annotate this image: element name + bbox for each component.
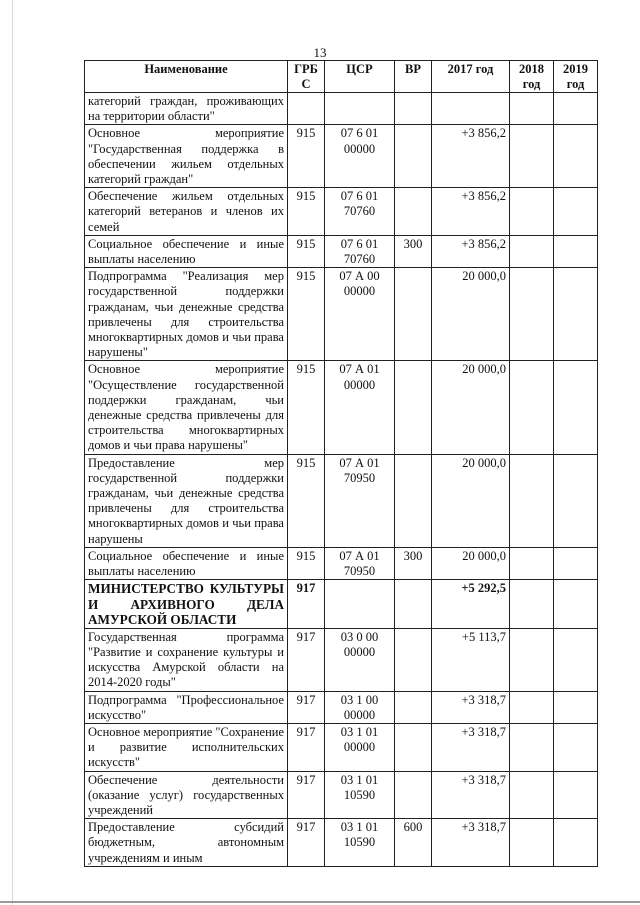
- cell-2017: 20 000,0: [432, 361, 510, 454]
- cell-csr: 07 А 00 00000: [325, 268, 395, 361]
- header-2017: 2017 год: [432, 61, 510, 93]
- cell-2018: [510, 361, 554, 454]
- cell-grbs: 915: [288, 235, 325, 267]
- cell-vr: [395, 125, 432, 188]
- cell-2019: [554, 547, 598, 579]
- table-body: [85, 93, 598, 867]
- header-grbs: ГРБ С: [288, 61, 325, 93]
- cell-vr: 300: [395, 547, 432, 579]
- cell-csr: 07 А 01 70950: [325, 454, 395, 547]
- table-row: [85, 268, 598, 361]
- cell-2018: [510, 188, 554, 236]
- cell-2018: [510, 691, 554, 723]
- cell-2019: [554, 268, 598, 361]
- cell-grbs: 915: [288, 361, 325, 454]
- cell-grbs: 915: [288, 188, 325, 236]
- cell-vr: 300: [395, 235, 432, 267]
- cell-2019: [554, 125, 598, 188]
- cell-name: Обеспечение деятельности (оказание услуг) государственных учреждений: [85, 771, 288, 819]
- cell-csr: 03 0 00 00000: [325, 628, 395, 691]
- cell-2017: +3 856,2: [432, 235, 510, 267]
- table-header-row: [85, 61, 598, 93]
- cell-name: Подпрограмма "Профессиональное искусство": [85, 691, 288, 723]
- cell-2019: [554, 771, 598, 819]
- cell-2017: +3 856,2: [432, 188, 510, 236]
- cell-vr: [395, 691, 432, 723]
- scan-edge-bottom: [0, 901, 640, 903]
- cell-2019: [554, 235, 598, 267]
- cell-2018: [510, 93, 554, 125]
- cell-name: Основное мероприятие "Сохранение и развитие исполнительских искусств": [85, 724, 288, 772]
- cell-2017: +5 113,7: [432, 628, 510, 691]
- cell-2017: +5 292,5: [432, 580, 510, 629]
- cell-name: МИНИСТЕРСТВО КУЛЬТУРЫ И АРХИВНОГО ДЕЛА АМУРСКОЙ ОБЛАСТИ: [85, 580, 288, 629]
- table-row: [85, 724, 598, 772]
- cell-name: Предоставление субсидий бюджетным, автономным учреждениям и иным: [85, 819, 288, 867]
- cell-2018: [510, 454, 554, 547]
- cell-vr: [395, 580, 432, 629]
- cell-grbs: 915: [288, 268, 325, 361]
- table-row: [85, 691, 598, 723]
- cell-2018: [510, 235, 554, 267]
- table-row: [85, 771, 598, 819]
- cell-csr: [325, 93, 395, 125]
- cell-name: Основное мероприятие "Государственная поддержка в обеспечении жильем отдельных категорий граждан": [85, 125, 288, 188]
- cell-grbs: 917: [288, 724, 325, 772]
- table-row: [85, 819, 598, 867]
- cell-2018: [510, 547, 554, 579]
- table-row: [85, 235, 598, 267]
- cell-vr: [395, 268, 432, 361]
- cell-2018: [510, 580, 554, 629]
- cell-grbs: 917: [288, 819, 325, 867]
- table-row: [85, 547, 598, 579]
- cell-name: Обеспечение жильем отдельных категорий ветеранов и членов их семей: [85, 188, 288, 236]
- cell-grbs: 917: [288, 691, 325, 723]
- cell-name: Предоставление мер государственной поддержки гражданам, чьи денежные средства привлечены для строительства многоквартирных домов и чьи права нарушены: [85, 454, 288, 547]
- cell-2018: [510, 268, 554, 361]
- cell-vr: [395, 771, 432, 819]
- header-csr: ЦСР: [325, 61, 395, 93]
- cell-2017: 20 000,0: [432, 268, 510, 361]
- header-name: Наименование: [85, 61, 288, 93]
- cell-vr: [395, 93, 432, 125]
- cell-2017: +3 856,2: [432, 125, 510, 188]
- cell-grbs: [288, 93, 325, 125]
- cell-2019: [554, 724, 598, 772]
- cell-2019: [554, 93, 598, 125]
- page-number: 13: [313, 45, 327, 60]
- cell-vr: [395, 361, 432, 454]
- cell-csr: 03 1 01 10590: [325, 819, 395, 867]
- cell-csr: 07 А 01 70950: [325, 547, 395, 579]
- cell-csr: 03 1 01 10590: [325, 771, 395, 819]
- cell-2019: [554, 188, 598, 236]
- cell-name: Государственная программа "Развитие и сохранение культуры и искусства Амурской области на 2014-2020 годы": [85, 628, 288, 691]
- cell-2018: [510, 819, 554, 867]
- cell-2017: +3 318,7: [432, 771, 510, 819]
- table-row: [85, 188, 598, 236]
- cell-grbs: 917: [288, 580, 325, 629]
- scan-edge-left: [12, 0, 13, 905]
- cell-2019: [554, 691, 598, 723]
- cell-csr: 03 1 00 00000: [325, 691, 395, 723]
- cell-2019: [554, 628, 598, 691]
- cell-2019: [554, 454, 598, 547]
- cell-csr: 07 А 01 00000: [325, 361, 395, 454]
- cell-2017: [432, 93, 510, 125]
- header-vr: ВР: [395, 61, 432, 93]
- cell-csr: 07 6 01 00000: [325, 125, 395, 188]
- cell-2019: [554, 819, 598, 867]
- cell-name: Основное мероприятие "Осуществление государственной поддержки гражданам, чьи денежные средства привлечены для строительства многоквартирных домов и чьи права нарушены": [85, 361, 288, 454]
- cell-2017: +3 318,7: [432, 691, 510, 723]
- cell-csr: 03 1 01 00000: [325, 724, 395, 772]
- table-row: [85, 361, 598, 454]
- cell-name: Социальное обеспечение и иные выплаты населению: [85, 547, 288, 579]
- cell-2018: [510, 628, 554, 691]
- cell-grbs: 915: [288, 454, 325, 547]
- cell-2019: [554, 580, 598, 629]
- cell-vr: [395, 188, 432, 236]
- header-2019: 2019 год: [554, 61, 598, 93]
- cell-2018: [510, 125, 554, 188]
- cell-2017: +3 318,7: [432, 724, 510, 772]
- table-row: [85, 93, 598, 125]
- cell-csr: [325, 580, 395, 629]
- cell-csr: 07 6 01 70760: [325, 188, 395, 236]
- cell-vr: [395, 628, 432, 691]
- cell-grbs: 917: [288, 628, 325, 691]
- cell-csr: 07 6 01 70760: [325, 235, 395, 267]
- cell-2017: +3 318,7: [432, 819, 510, 867]
- header-2018: 2018 год: [510, 61, 554, 93]
- cell-grbs: 917: [288, 771, 325, 819]
- cell-2018: [510, 724, 554, 772]
- table-row: [85, 580, 598, 629]
- cell-2017: 20 000,0: [432, 454, 510, 547]
- cell-2019: [554, 361, 598, 454]
- cell-vr: [395, 454, 432, 547]
- cell-2017: 20 000,0: [432, 547, 510, 579]
- cell-vr: [395, 724, 432, 772]
- cell-name: категорий граждан, проживающих на территории области": [85, 93, 288, 125]
- budget-table: [84, 60, 598, 867]
- cell-grbs: 915: [288, 125, 325, 188]
- table-row: [85, 454, 598, 547]
- cell-2018: [510, 771, 554, 819]
- table-row: [85, 628, 598, 691]
- table-row: [85, 125, 598, 188]
- cell-name: Социальное обеспечение и иные выплаты населению: [85, 235, 288, 267]
- cell-grbs: 915: [288, 547, 325, 579]
- cell-vr: 600: [395, 819, 432, 867]
- cell-name: Подпрограмма "Реализация мер государственной поддержки гражданам, чьи денежные средства привлечены для строительства многоквартирных домов и чьи права нарушены": [85, 268, 288, 361]
